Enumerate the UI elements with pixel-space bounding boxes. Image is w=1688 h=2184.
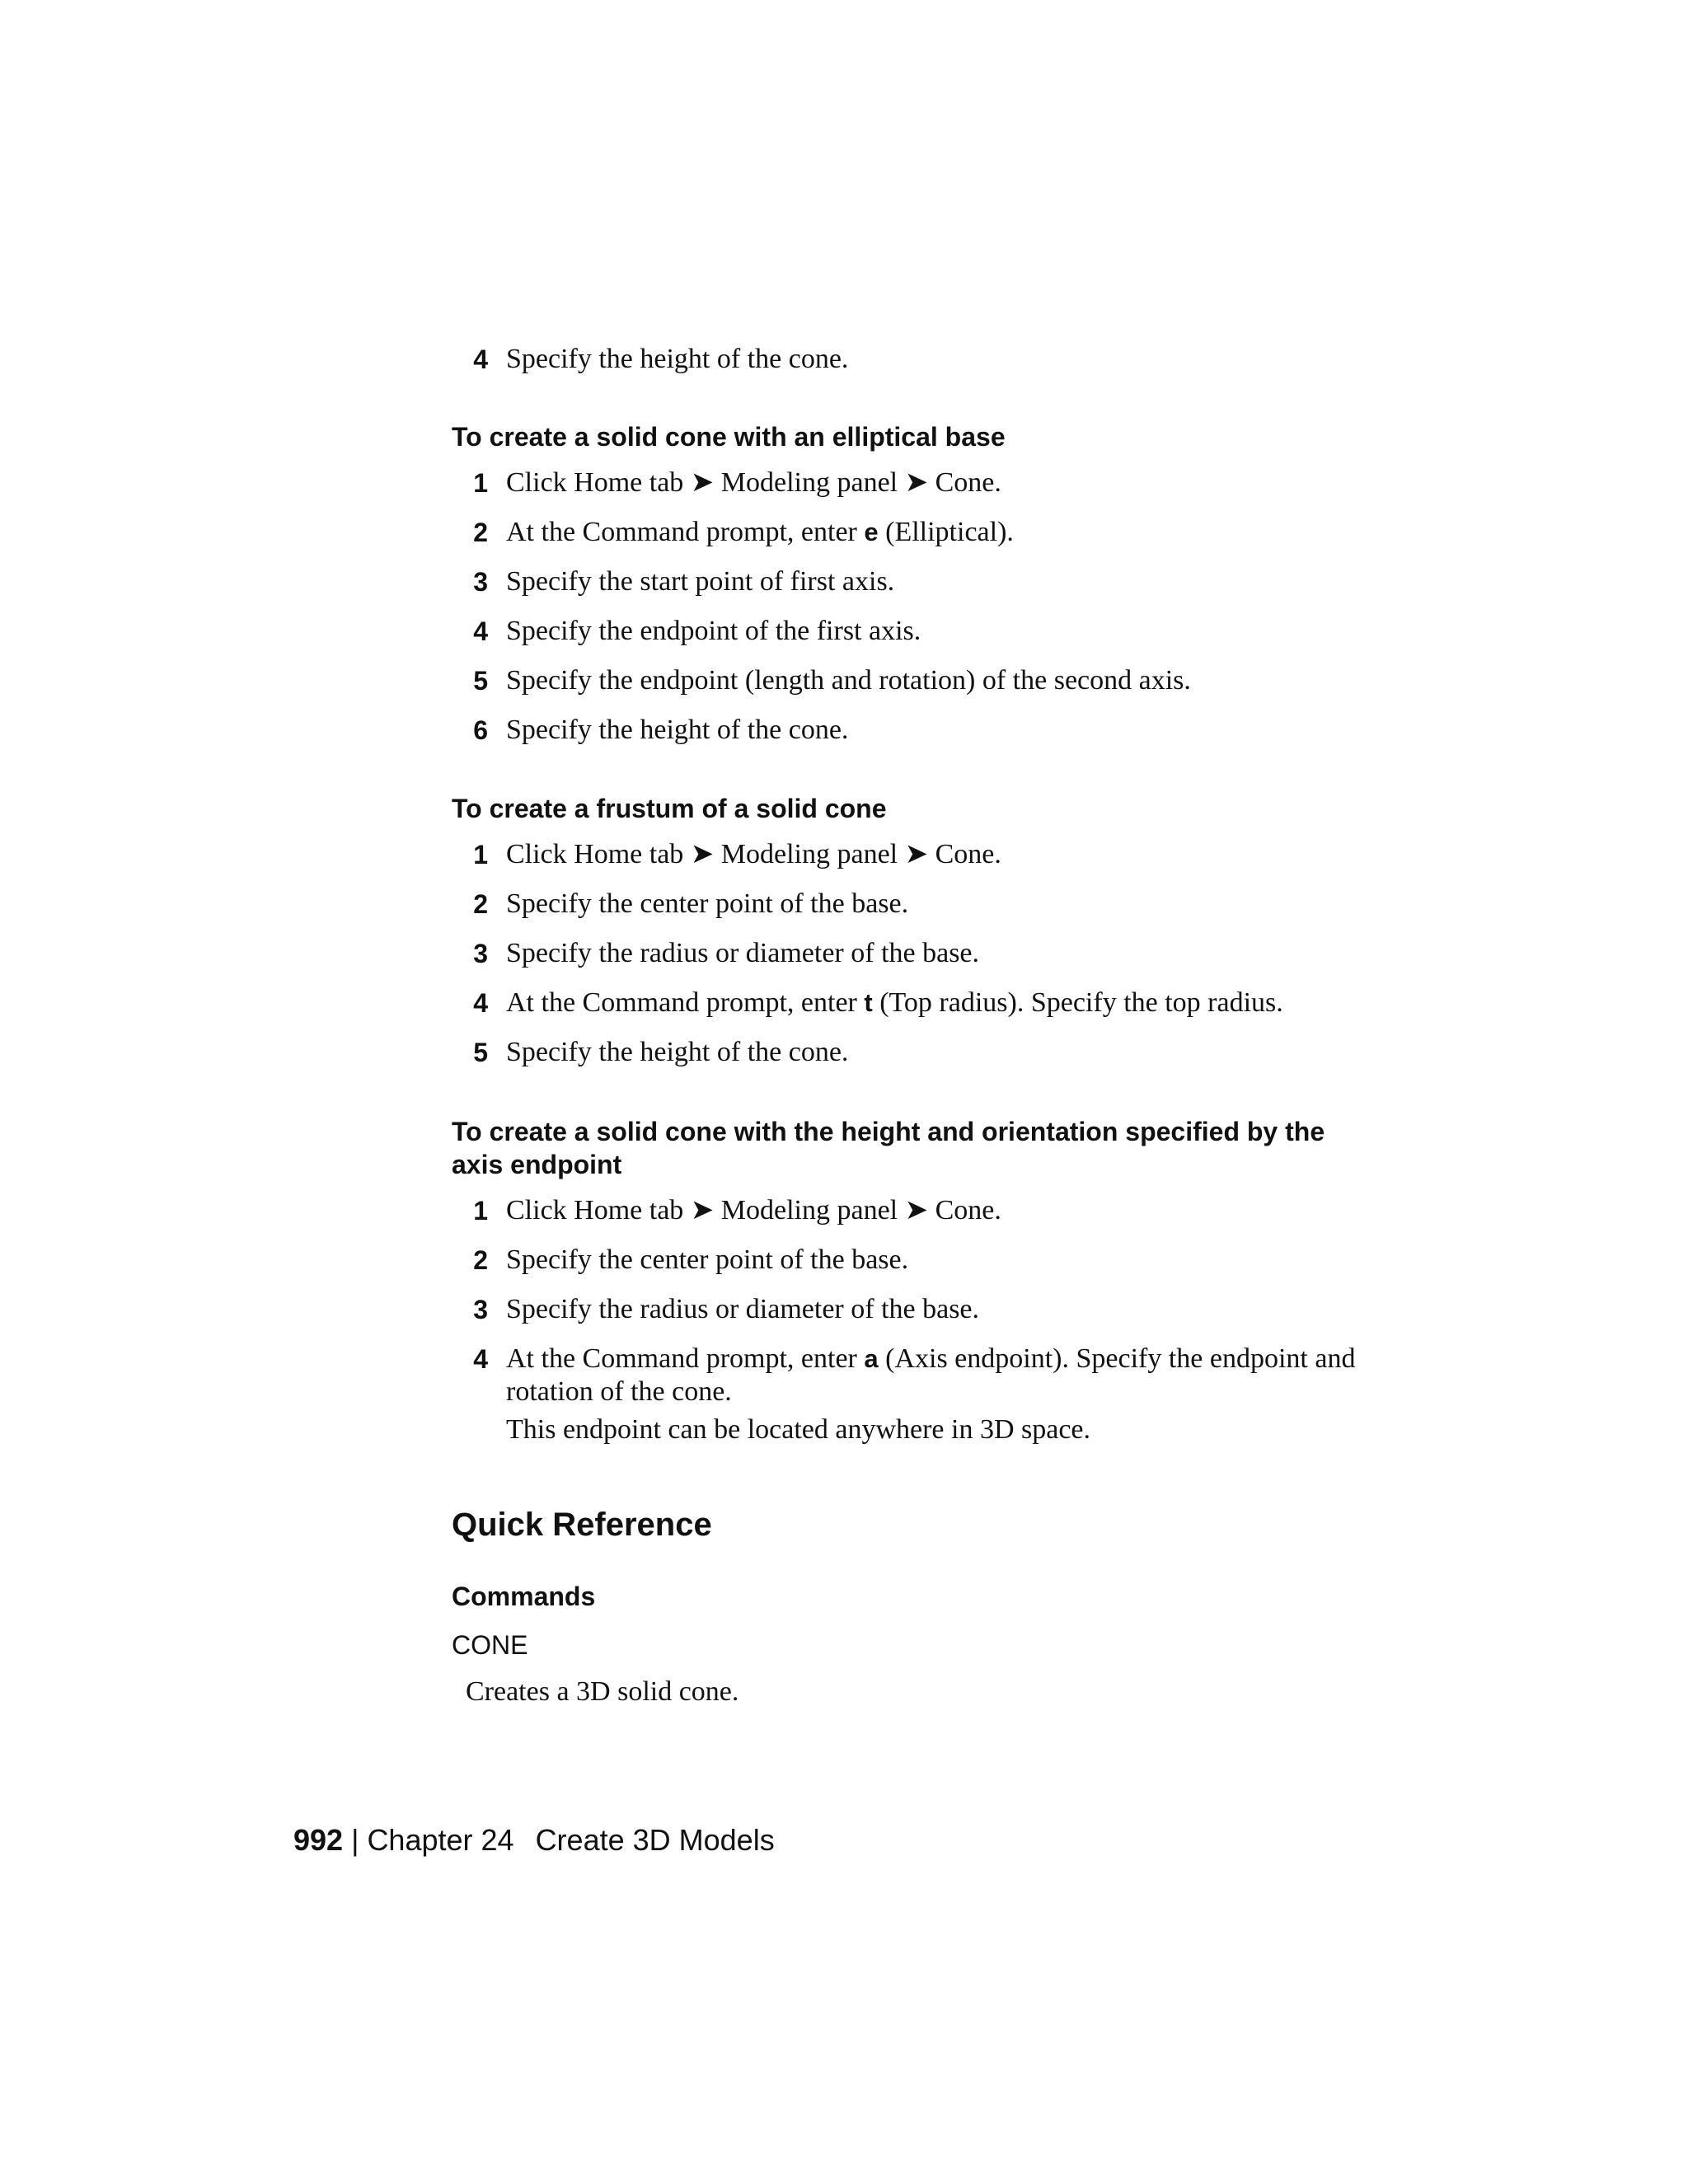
section-heading-frustum: To create a frustum of a solid cone xyxy=(452,794,887,823)
step-text: Click Home tab ➤ Modeling panel ➤ Cone. xyxy=(506,467,1001,498)
step-number: 2 xyxy=(473,889,488,919)
step-number: 3 xyxy=(473,939,488,968)
step-note: This endpoint can be located anywhere in 3D space. xyxy=(506,1414,1091,1445)
command-name: CONE xyxy=(452,1630,528,1660)
footer-separator: | xyxy=(343,1823,368,1857)
step-text: Click Home tab ➤ Modeling panel ➤ Cone. xyxy=(506,839,1001,869)
step-text: At the Command prompt, enter a (Axis endpoint). Specify the endpoint and rotation of the cone. xyxy=(506,1343,1356,1407)
step-text: At the Command prompt, enter e (Elliptical). xyxy=(506,517,1014,547)
section-heading-elliptical: To create a solid cone with an elliptical base xyxy=(452,422,1006,452)
command-key: t xyxy=(864,988,873,1017)
step-text: Click Home tab ➤ Modeling panel ➤ Cone. xyxy=(506,1195,1001,1226)
step-text: Specify the height of the cone. xyxy=(506,344,849,374)
step-number: 4 xyxy=(473,1344,488,1374)
step-number: 2 xyxy=(473,1245,488,1275)
section-heading-axis-endpoint: To create a solid cone with the height and orientation specified by the axis endpoint xyxy=(452,1117,1325,1179)
step-number: 5 xyxy=(473,1038,488,1067)
step-number: 1 xyxy=(473,1196,488,1226)
command-key: e xyxy=(864,518,879,546)
step-text: Specify the endpoint of the first axis. xyxy=(506,616,921,646)
chapter-label: Chapter 24 xyxy=(367,1823,514,1857)
step-number: 3 xyxy=(473,567,488,597)
step-number: 3 xyxy=(473,1295,488,1324)
step-text: Specify the height of the cone. xyxy=(506,1037,849,1067)
step-text: Specify the radius or diameter of the base. xyxy=(506,1294,980,1324)
step-number: 6 xyxy=(473,715,488,745)
step-number: 2 xyxy=(473,518,488,547)
step-number: 5 xyxy=(473,666,488,696)
step-number: 1 xyxy=(473,840,488,869)
step-text: Specify the center point of the base. xyxy=(506,1244,909,1275)
step-number: 4 xyxy=(473,988,488,1018)
commands-subheading: Commands xyxy=(452,1582,596,1611)
step-text: Specify the endpoint (length and rotation) of the second axis. xyxy=(506,665,1191,696)
quick-reference-heading: Quick Reference xyxy=(452,1507,712,1543)
step-number: 4 xyxy=(473,344,488,374)
command-key: a xyxy=(864,1344,879,1373)
step-number: 1 xyxy=(473,468,488,498)
step-number: 4 xyxy=(473,616,488,646)
command-description: Creates a 3D solid cone. xyxy=(466,1676,739,1707)
step-text: Specify the height of the cone. xyxy=(506,715,849,745)
step-text: Specify the radius or diameter of the base. xyxy=(506,938,980,968)
step-text: At the Command prompt, enter t (Top radius). Specify the top radius. xyxy=(506,987,1283,1018)
step-text: Specify the center point of the base. xyxy=(506,888,909,919)
page-footer xyxy=(293,1823,775,1858)
chapter-title: Create 3D Models xyxy=(535,1823,775,1857)
page-number: 992 xyxy=(293,1823,344,1857)
step-text: Specify the start point of first axis. xyxy=(506,566,895,597)
